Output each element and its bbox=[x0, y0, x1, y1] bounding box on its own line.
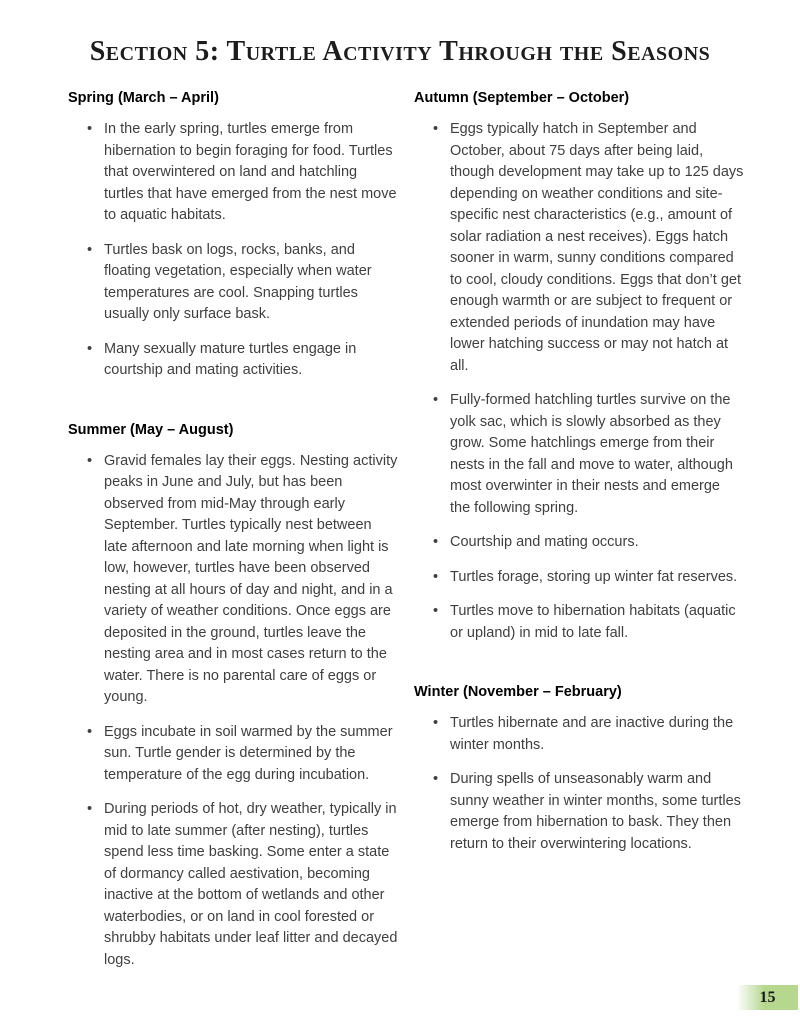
bullet-item bbox=[414, 532, 744, 554]
bullet-text: During periods of hot, dry weather, typically in mid to late summer (after nesting), turtles spend less time basking. Some enter a state of dormancy called aestivation, becoming inactive at the bottom of wetlands and other waterbodies, or on land in cool forested or shrubby habitats under leaf litter and decayed logs. bbox=[104, 801, 398, 968]
bullet-text: Many sexually mature turtles engage in courtship and mating activities. bbox=[104, 340, 357, 378]
bullet-text: Turtles bask on logs, rocks, banks, and floating vegetation, especially when water temperatures are cool. Snapping turtles usually only surface bask. bbox=[104, 241, 372, 322]
bullet-marker: • bbox=[87, 241, 93, 258]
bullet-marker: • bbox=[433, 715, 439, 731]
bullet-text: Eggs typically hatch in September and October, about 75 days after being laid, though development may take up to 125 days depending on weather conditions and site-specific nest characteristics (e.g., amount of solar radiation a nest receives). Eggs hatch sooner in warm, sunny conditions compared to cool, cloudy conditions. Eggs that don’t get enough warmth or are subject to frequent or extended periods of inundation may have lower hatching success or may not hatch at all. bbox=[450, 121, 744, 374]
right-column bbox=[414, 90, 744, 1011]
bullet-marker: • bbox=[87, 723, 93, 740]
bullet-item bbox=[68, 119, 398, 227]
bullet-item bbox=[414, 119, 744, 377]
page-title: Section 5: Turtle Activity Through the Seasons bbox=[89, 36, 711, 67]
page-number-badge bbox=[737, 985, 798, 1010]
bullet-text: Turtles forage, storing up winter fat reserves. bbox=[450, 568, 738, 585]
bullet-marker: • bbox=[433, 392, 439, 408]
bullet-marker: • bbox=[433, 603, 439, 619]
section-winter bbox=[414, 684, 744, 855]
bullet-marker: • bbox=[87, 121, 93, 137]
bullet-item bbox=[68, 339, 398, 382]
bullet-marker: • bbox=[433, 568, 439, 585]
page-number: 15 bbox=[759, 988, 776, 1006]
section-autumn bbox=[414, 90, 744, 644]
section-heading-winter: Winter (November – February) bbox=[414, 684, 622, 700]
bullet-item bbox=[68, 799, 398, 971]
bullet-item bbox=[414, 713, 744, 756]
bullet-text: In the early spring, turtles emerge from hibernation to begin foraging for food. Turtles that overwintered on land and hatchling turtles that have emerged from the nest move to aquatic habitats. bbox=[104, 121, 397, 223]
bullet-item bbox=[68, 451, 398, 709]
bullet-marker: • bbox=[87, 340, 93, 357]
section-heading-summer: Summer (May – August) bbox=[68, 421, 234, 438]
bullet-text: Turtles move to hibernation habitats (aquatic or upland) in mid to late fall. bbox=[450, 603, 736, 641]
bullet-list-spring bbox=[68, 119, 398, 382]
content-columns bbox=[0, 68, 800, 1011]
bullet-item bbox=[414, 601, 744, 644]
bullet-list-winter bbox=[414, 713, 744, 855]
bullet-text: Gravid females lay their eggs. Nesting activity peaks in June and July, but has been observed from mid-May through early September. Turtles typically nest between late afternoon and late morning when light is low, however, turtles have been observed nesting at all hours of day and night, and in a variety of weather conditions. Once eggs are deposited in the ground, turtles leave the nesting area and in most cases return to the water. There is no parental care of eggs or young. bbox=[104, 452, 398, 705]
bullet-item bbox=[414, 567, 744, 589]
bullet-marker: • bbox=[87, 452, 93, 469]
bullet-item bbox=[414, 390, 744, 519]
section-heading-spring: Spring (March – April) bbox=[68, 90, 219, 106]
bullet-item bbox=[68, 722, 398, 787]
bullet-marker: • bbox=[433, 121, 439, 137]
bullet-item bbox=[414, 769, 744, 855]
left-column bbox=[68, 90, 398, 1011]
bullet-list-summer bbox=[68, 451, 398, 972]
bullet-item bbox=[68, 240, 398, 326]
bullet-marker: • bbox=[87, 801, 93, 817]
bullet-marker: • bbox=[433, 534, 439, 550]
bullet-text: During spells of unseasonably warm and sunny weather in winter months, some turtles emerge from hibernation to bask. They then return to their overwintering locations. bbox=[450, 771, 741, 852]
bullet-marker: • bbox=[433, 771, 439, 787]
bullet-text: Turtles hibernate and are inactive during the winter months. bbox=[450, 715, 734, 753]
bullet-list-autumn bbox=[414, 119, 744, 644]
section-heading-autumn: Autumn (September – October) bbox=[414, 90, 630, 106]
section-spring bbox=[68, 90, 398, 382]
bullet-text: Fully-formed hatchling turtles survive on the yolk sac, which is slowly absorbed as they grow. Some hatchlings emerge from their nests in the fall and move to water, although most overwinter in their nests and emerge the following spring. bbox=[450, 392, 733, 516]
bullet-text: Courtship and mating occurs. bbox=[450, 534, 639, 550]
section-summer bbox=[68, 422, 398, 972]
bullet-text: Eggs incubate in soil warmed by the summer sun. Turtle gender is determined by the temperature of the egg during incubation. bbox=[104, 723, 393, 783]
